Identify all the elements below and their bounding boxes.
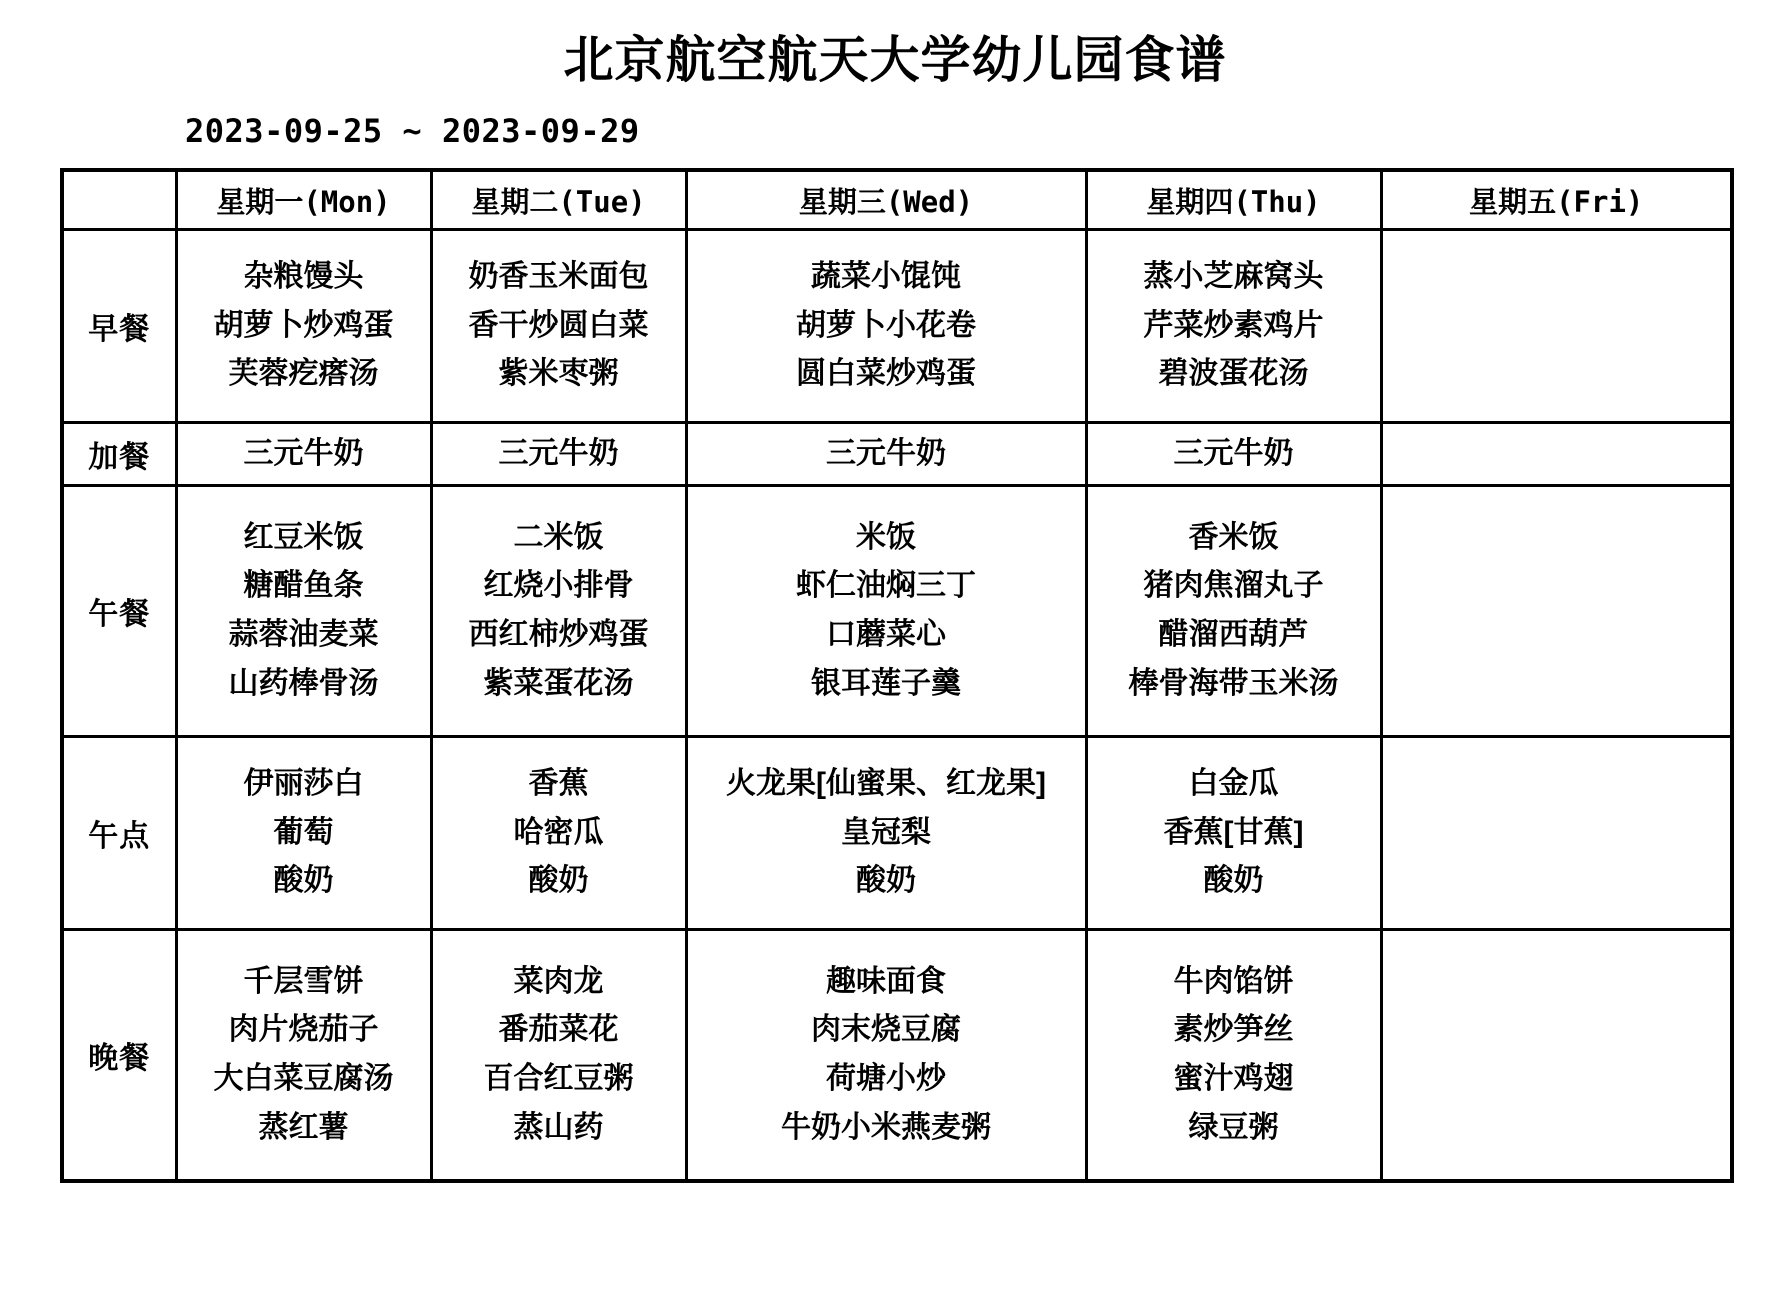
menu-line: 芹菜炒素鸡片 <box>1143 308 1324 342</box>
menu-line: 三元牛奶 <box>826 437 946 470</box>
cell-afternoon-wednesday <box>686 737 1086 930</box>
menu-line: 蒸小芝麻窝头 <box>1143 260 1324 294</box>
menu-line: 三元牛奶 <box>243 437 364 470</box>
menu-line: 蒸红薯 <box>258 1110 349 1144</box>
menu-line: 紫米枣粥 <box>498 357 619 391</box>
menu-line: 蒜蓉油麦菜 <box>228 618 379 651</box>
cell-snack-tuesday <box>431 423 686 486</box>
menu-line: 火龙果[仙蜜果、红龙果] <box>726 767 1046 801</box>
menu-line: 趣味面食 <box>826 964 946 998</box>
menu-line: 千层雪饼 <box>243 964 364 998</box>
menu-line: 蒸山药 <box>513 1110 604 1144</box>
menu-line: 葡萄 <box>273 815 334 849</box>
table-row-dinner <box>62 930 1732 1182</box>
menu-line: 银耳莲子羹 <box>811 666 961 700</box>
page-title: 北京航空航天大学幼儿园食谱 <box>563 32 1227 88</box>
cell-breakfast-thursday <box>1086 230 1381 423</box>
cell-dinner-tuesday <box>431 930 686 1182</box>
menu-line: 绿豆粥 <box>1188 1110 1279 1144</box>
menu-line: 肉末烧豆腐 <box>811 1013 961 1047</box>
menu-line: 杂粮馒头 <box>243 260 364 294</box>
header-monday: 星期一(Mon) <box>176 170 431 230</box>
table-body <box>62 230 1732 1182</box>
cell-snack-friday <box>1381 423 1732 486</box>
menu-line: 碧波蛋花汤 <box>1158 357 1309 391</box>
menu-line: 酸奶 <box>856 864 916 898</box>
menu-line: 牛肉馅饼 <box>1173 964 1294 998</box>
menu-line: 伊丽莎白 <box>243 767 364 801</box>
cell-breakfast-friday <box>1381 230 1732 423</box>
cell-afternoon-friday <box>1381 737 1732 930</box>
menu-line: 山药棒骨汤 <box>228 666 379 700</box>
menu-line: 酸奶 <box>528 864 589 898</box>
menu-line: 紫菜蛋花汤 <box>483 666 634 700</box>
menu-line: 皇冠梨 <box>841 815 931 849</box>
cell-lunch-friday <box>1381 486 1732 737</box>
menu-line: 酸奶 <box>273 864 334 898</box>
header-row <box>62 170 1732 230</box>
menu-line: 牛奶小米燕麦粥 <box>781 1110 991 1144</box>
cell-dinner-wednesday <box>686 930 1086 1182</box>
table-row-breakfast <box>62 230 1732 423</box>
weekly-menu-table <box>60 168 1734 1183</box>
menu-line: 口蘑菜心 <box>826 618 946 651</box>
menu-line: 米饭 <box>856 520 916 554</box>
menu-line: 菜肉龙 <box>513 964 604 998</box>
menu-line: 素炒笋丝 <box>1173 1013 1294 1047</box>
header-tuesday: 星期二(Tue) <box>431 170 686 230</box>
menu-line: 三元牛奶 <box>498 437 619 470</box>
table-row-morning-snack <box>62 423 1732 486</box>
cell-breakfast-wednesday <box>686 230 1086 423</box>
cell-snack-wednesday <box>686 423 1086 486</box>
table-row-lunch <box>62 486 1732 737</box>
menu-line: 蔬菜小馄饨 <box>811 260 961 294</box>
menu-line: 蜜汁鸡翅 <box>1173 1062 1294 1095</box>
menu-line: 大白菜豆腐汤 <box>213 1062 394 1095</box>
cell-afternoon-thursday <box>1086 737 1381 930</box>
menu-line: 白金瓜 <box>1188 767 1279 801</box>
menu-line: 奶香玉米面包 <box>468 260 649 294</box>
menu-line: 虾仁油焖三丁 <box>796 569 976 603</box>
row-label-breakfast: 早餐 <box>62 230 176 423</box>
cell-snack-monday <box>176 423 431 486</box>
menu-line: 百合红豆粥 <box>483 1062 634 1095</box>
menu-line: 酸奶 <box>1203 864 1264 898</box>
menu-line: 醋溜西葫芦 <box>1158 618 1309 651</box>
menu-line: 二米饭 <box>513 520 604 554</box>
menu-line: 圆白菜炒鸡蛋 <box>796 357 976 391</box>
header-corner <box>62 170 176 230</box>
cell-dinner-thursday <box>1086 930 1381 1182</box>
cell-lunch-wednesday <box>686 486 1086 737</box>
menu-line: 三元牛奶 <box>1173 437 1294 470</box>
cell-breakfast-tuesday <box>431 230 686 423</box>
cell-afternoon-monday <box>176 737 431 930</box>
row-label-dinner: 晚餐 <box>62 930 176 1182</box>
row-label-lunch: 午餐 <box>62 486 176 737</box>
table-row-afternoon-snack <box>62 737 1732 930</box>
cell-lunch-thursday <box>1086 486 1381 737</box>
menu-line: 香蕉[甘蕉] <box>1163 815 1304 849</box>
cell-dinner-monday <box>176 930 431 1182</box>
cell-dinner-friday <box>1381 930 1732 1182</box>
cell-lunch-tuesday <box>431 486 686 737</box>
menu-line: 红豆米饭 <box>243 520 364 554</box>
menu-table-wrapper <box>0 168 1790 1183</box>
menu-line: 芙蓉疙瘩汤 <box>228 357 379 391</box>
menu-line: 荷塘小炒 <box>826 1062 946 1095</box>
menu-line: 胡萝卜小花卷 <box>796 308 976 342</box>
menu-line: 西红柿炒鸡蛋 <box>468 618 649 651</box>
menu-line: 香米饭 <box>1188 520 1279 554</box>
table-header <box>62 170 1732 230</box>
header-wednesday: 星期三(Wed) <box>686 170 1086 230</box>
menu-line: 猪肉焦溜丸子 <box>1143 569 1324 603</box>
menu-line: 哈密瓜 <box>513 815 604 849</box>
header-thursday: 星期四(Thu) <box>1086 170 1381 230</box>
menu-line: 肉片烧茄子 <box>228 1013 379 1047</box>
menu-line: 胡萝卜炒鸡蛋 <box>213 308 394 342</box>
cell-snack-thursday <box>1086 423 1381 486</box>
menu-line: 棒骨海带玉米汤 <box>1128 666 1339 700</box>
date-range: 2023-09-25 ~ 2023-09-29 <box>185 112 640 150</box>
cell-afternoon-tuesday <box>431 737 686 930</box>
row-label-morning-snack: 加餐 <box>62 423 176 486</box>
menu-line: 糖醋鱼条 <box>243 569 364 603</box>
row-label-afternoon-snack: 午点 <box>62 737 176 930</box>
menu-line: 香干炒圆白菜 <box>468 308 649 342</box>
header-friday: 星期五(Fri) <box>1381 170 1732 230</box>
cell-breakfast-monday <box>176 230 431 423</box>
cell-lunch-monday <box>176 486 431 737</box>
menu-line: 番茄菜花 <box>498 1013 619 1047</box>
menu-line: 香蕉 <box>528 767 589 801</box>
menu-line: 红烧小排骨 <box>483 569 634 603</box>
